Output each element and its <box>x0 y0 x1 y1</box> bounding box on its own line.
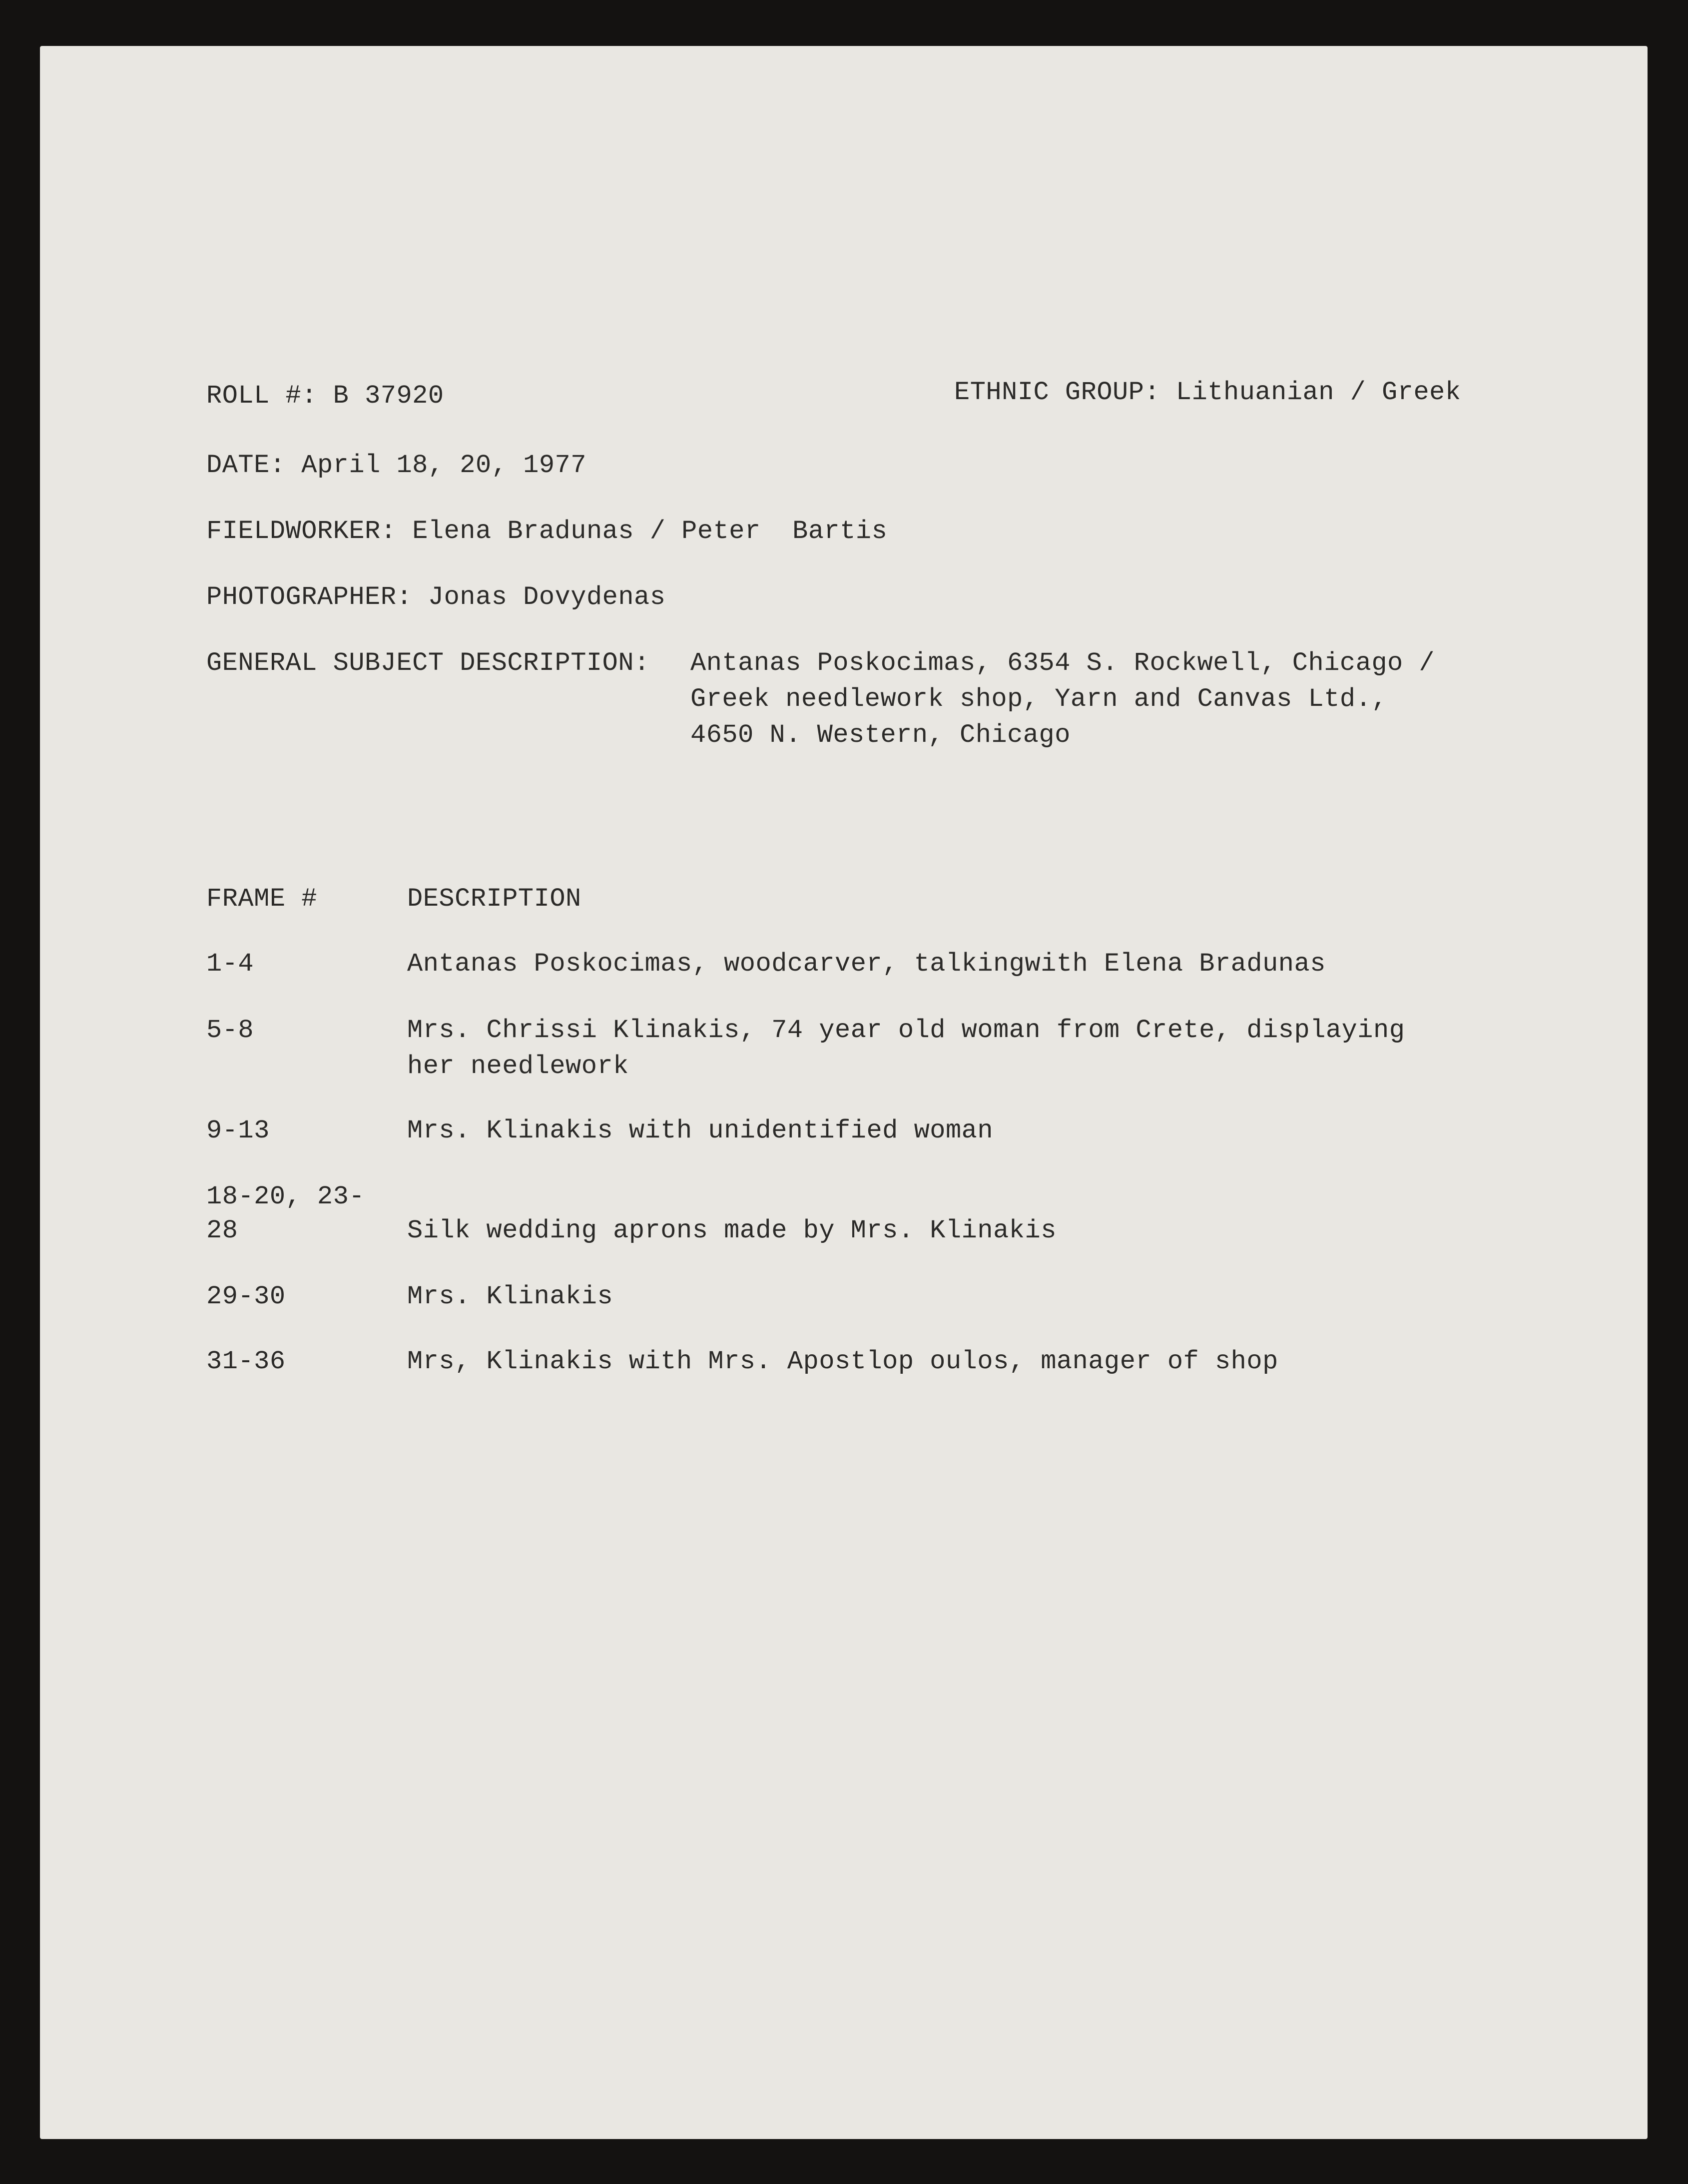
column-header-frame: FRAME # <box>206 884 317 914</box>
ethnic-group-label: ETHNIC GROUP: <box>954 378 1160 407</box>
fieldworker-value: Elena Bradunas / Peter Bartis <box>412 517 888 546</box>
photographer-label: PHOTOGRAPHER: <box>206 582 413 612</box>
photographer-value: Jonas Dovydenas <box>428 582 666 612</box>
frame-description: Silk wedding aprons made by Mrs. Klinakis <box>407 1216 1057 1245</box>
date-field <box>206 448 586 484</box>
frame-number-continued: 28 <box>206 1216 238 1245</box>
subject-line-2: Greek needlework shop, Yarn and Canvas Ltd., <box>690 684 1388 714</box>
frame-description: Antanas Poskocimas, woodcarver, talkingwith Elena Bradunas <box>407 949 1326 979</box>
frame-number: 18-20, 23- <box>206 1182 365 1211</box>
document-page <box>40 46 1648 2139</box>
frame-description: Mrs. Klinakis with unidentified woman <box>407 1116 994 1145</box>
subject-line-1: Antanas Poskocimas, 6354 S. Rockwell, Chicago / <box>690 648 1435 678</box>
frame-description: Mrs. Chrissi Klinakis, 74 year old woman from Crete, displaying <box>407 1016 1405 1045</box>
roll-field <box>206 378 444 414</box>
date-label: DATE: <box>206 451 286 480</box>
roll-label: ROLL #: <box>206 381 317 411</box>
column-header-description: DESCRIPTION <box>407 884 581 914</box>
frame-number: 9-13 <box>206 1116 270 1145</box>
ethnic-group-value: Lithuanian / Greek <box>1175 378 1461 407</box>
subject-line-3: 4650 N. Western, Chicago <box>690 720 1071 750</box>
frame-number: 1-4 <box>206 949 254 979</box>
photographer-field <box>206 579 665 615</box>
subject-label: GENERAL SUBJECT DESCRIPTION: <box>206 648 650 678</box>
roll-value: B 37920 <box>333 381 444 411</box>
frame-description-continued: her needlework <box>407 1052 629 1081</box>
fieldworker-label: FIELDWORKER: <box>206 517 397 546</box>
frame-description: Mrs, Klinakis with Mrs. Apostlop oulos, manager of shop <box>407 1347 1278 1376</box>
frame-number: 5-8 <box>206 1016 254 1045</box>
fieldworker-field <box>206 514 887 549</box>
frame-description: Mrs. Klinakis <box>407 1282 613 1311</box>
date-value: April 18, 20, 1977 <box>301 451 586 480</box>
frame-number: 29-30 <box>206 1282 286 1311</box>
frame-number: 31-36 <box>206 1347 286 1376</box>
ethnic-group-field <box>954 375 1461 411</box>
